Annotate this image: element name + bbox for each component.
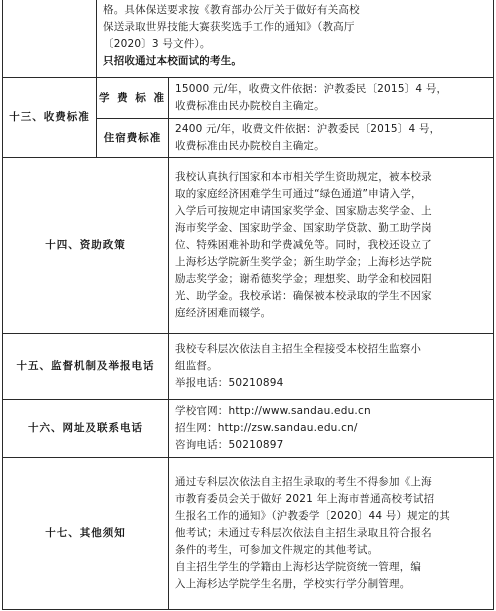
text-line: 入上海杉达学院学生名册，学校实行学分制管理。: [175, 578, 411, 590]
row-continuation: [3, 0, 494, 78]
accommodation-label: 住宿费标准: [97, 119, 169, 158]
text-line: 组监督。: [175, 360, 218, 372]
row-notes: [3, 458, 494, 610]
school-website: 学校官网：http://www.sandau.edu.cn: [175, 405, 371, 417]
contact-content: [169, 400, 494, 458]
policy-table: [2, 0, 494, 610]
row-tuition: [3, 78, 494, 119]
row-supervision: [3, 334, 494, 400]
text-line: 海市奖学金、国家助学金、国家助学贷款、勤工助学岗: [175, 222, 432, 234]
text-line: 入学后可按规定申请国家奖学金、国家励志奖学金、上: [175, 205, 432, 217]
section-label-aid: 十四、资助政策: [3, 158, 169, 334]
text-line: 格。具体保送要求按《教育部办公厅关于做好有关高校: [103, 4, 360, 16]
notes-content: [169, 458, 494, 610]
text-line: 条件的考生，可参加文件规定的其他考试。: [175, 544, 379, 556]
text-line: 生报名工作的通知》（沪教委学〔2020〕44 号）规定的其: [175, 510, 450, 522]
text-line: 励志奖学金；谢希德奖学金；理想奖、助学金和校园阳: [175, 273, 432, 285]
section-label-contact: 十六、网址及联系电话: [3, 400, 169, 458]
text-line: 收费标准由民办院校自主确定。: [175, 140, 325, 152]
text-line: 〔2020〕3 号文件）。: [103, 38, 211, 50]
section-label-fees: 十三、收费标准: [3, 78, 97, 158]
text-line: 庭经济困难而辍学。: [175, 307, 272, 319]
text-line: 15000 元/年，收费文件依据：沪教委民〔2015〕4 号，: [175, 83, 448, 95]
text-line: 2400 元/年，收费文件依据：沪教委民〔2015〕4 号，: [175, 123, 441, 135]
text-line: 保送录取世界技能大赛获奖选手工作的通知》（教高厅: [103, 21, 355, 33]
interview-requirement: 只招收通过本校面试的考生。: [103, 55, 243, 67]
aid-content: [169, 158, 494, 334]
text-line: 位、特殊困难补助和学费减免等。同时，我校还设立了: [175, 239, 432, 251]
section-label-notes: 十七、其他须知: [3, 458, 169, 610]
text-line: 取的家庭经济困难学生可通过“绿色通道”申请入学，: [175, 188, 422, 200]
text-line: 他考试；未通过专科层次依法自主招生录取且符合报名: [175, 527, 432, 539]
text-line: 收费标准由民办院校自主确定。: [175, 100, 325, 112]
empty-label-cell: [3, 0, 97, 78]
continuation-content: [97, 0, 494, 78]
row-aid: [3, 158, 494, 334]
section-label-supervision: 十五、监督机制及举报电话: [3, 334, 169, 400]
text-line: 上海杉达学院新生奖学金；新生助学金；上海杉达学院: [175, 256, 432, 268]
tuition-content: [169, 78, 494, 119]
text-line: 光、助学金。我校承诺：确保被本校录取的学生不因家: [175, 290, 432, 302]
report-phone: 举报电话：50210894: [175, 377, 284, 389]
accommodation-content: [169, 119, 494, 158]
consult-phone: 咨询电话：50210897: [175, 439, 284, 451]
row-contact: [3, 400, 494, 458]
text-line: 市教育委员会关于做好 2021 年上海市普通高校考试招: [175, 493, 435, 505]
text-line: 自主招生学生的学籍由上海杉达学院资统一管理，编: [175, 561, 422, 573]
admissions-website: 招生网：http://zsw.sandau.edu.cn/: [175, 422, 358, 434]
text-line: 通过专科层次依法自主招生录取的考生不得参加《上海: [175, 476, 432, 488]
text-line: 我校专科层次依法自主招生全程接受本校招生监察小: [175, 343, 422, 355]
supervision-content: [169, 334, 494, 400]
tuition-label: 学 费 标 准: [97, 78, 169, 119]
text-line: 我校认真执行国家和本市相关学生资助规定，被本校录: [175, 171, 432, 183]
